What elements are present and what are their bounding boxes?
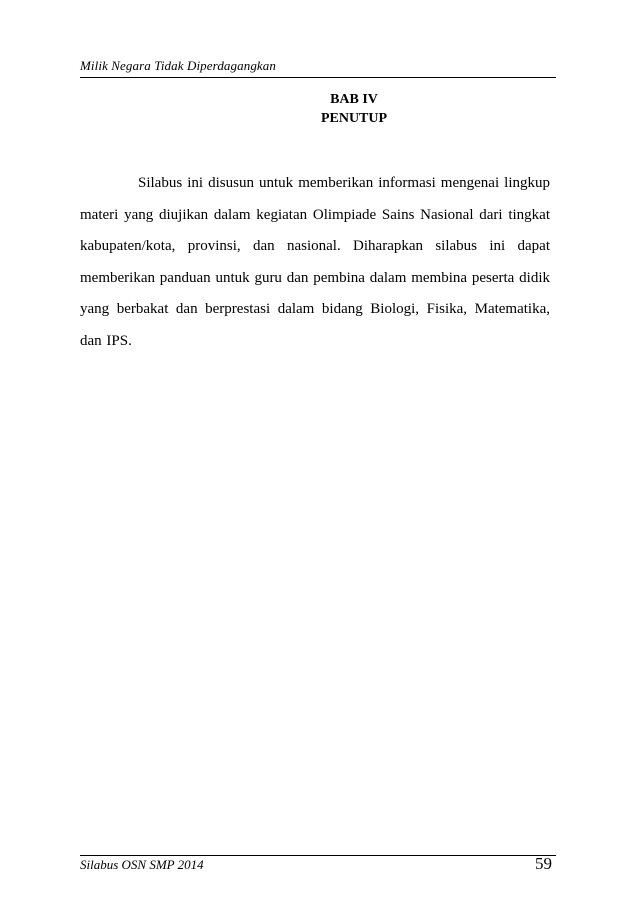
- running-header: Milik Negara Tidak Diperdagangkan: [80, 58, 276, 73]
- page-number: 59: [535, 854, 552, 873]
- header-divider: [80, 77, 556, 78]
- chapter-number: BAB IV: [330, 92, 378, 107]
- footer-document-title: Silabus OSN SMP 2014: [80, 857, 204, 872]
- chapter-title: PENUTUP: [320, 111, 388, 126]
- body-paragraph: Silabus ini disusun untuk memberikan informasi mengenai lingkup materi yang diujikan dalam kegiatan Olimpiade Sains Nasional dari tingkat kabupaten/kota, provinsi, dan nasional. Diharapkan silabus ini dapat memberikan panduan untuk guru dan pembina dalam membina peserta didik yang berbakat dan berprestasi dalam bidang Biologi, Fisika, Matematika, dan IPS.: [80, 175, 550, 349]
- chapter-heading: [80, 90, 556, 128]
- footer-divider: [80, 855, 556, 856]
